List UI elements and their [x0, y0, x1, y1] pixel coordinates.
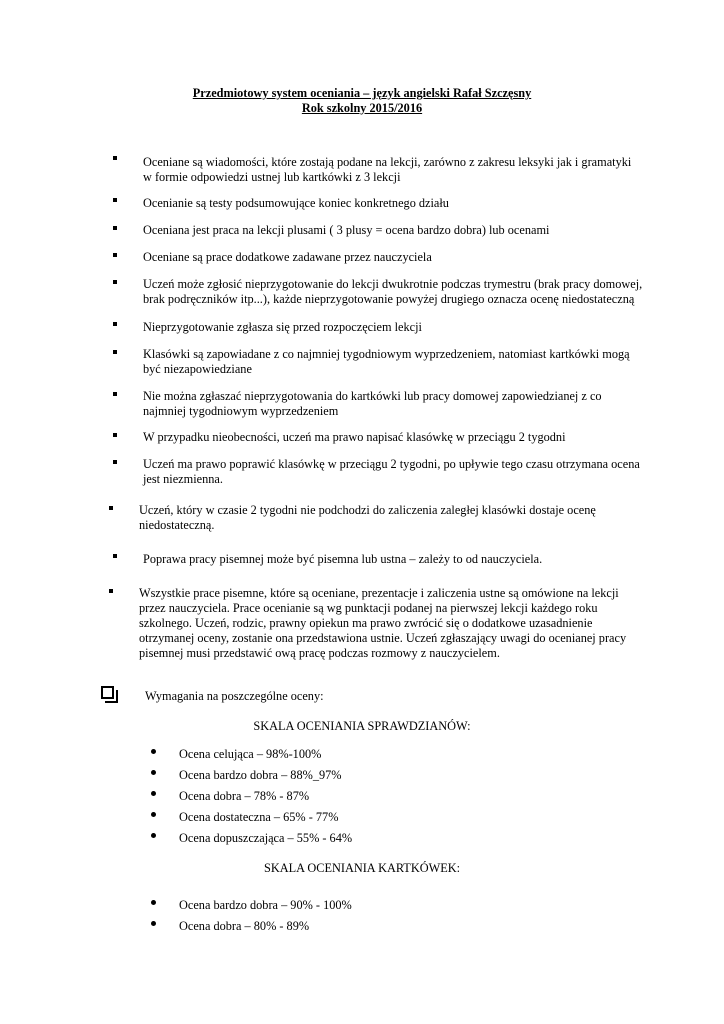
tests-scale-heading: SKALA OCENIANIA SPRAWDZIANÓW: — [253, 719, 471, 733]
square-bullet-icon — [113, 253, 117, 257]
bullet-icon — [151, 900, 156, 905]
list-item: Oceniane są wiadomości, które zostają podane na lekcji, zarówno z zakresu leksyki jak i gramatyki w formie odpowiedzi ustnej lub kartkówki z 3 lekcji — [143, 155, 632, 184]
list-item: Uczeń ma prawo poprawić klasówkę w przeciągu 2 tygodni, po upływie tego czasu otrzymana ocena jest niezmienna. — [143, 457, 640, 486]
list-item: Ocena dopuszczająca – 55% - 64% — [179, 831, 353, 845]
square-bullet-icon — [113, 460, 117, 464]
list-item: Ocena celująca – 98%-100% — [179, 747, 322, 761]
square-bullet-icon — [113, 433, 117, 437]
bullet-icon — [151, 921, 156, 926]
list-item: Oceniana jest praca na lekcji plusami ( 3 plusy = ocena bardzo dobra) lub ocenami — [143, 223, 550, 237]
list-item: Nieprzygotowanie zgłasza się przed rozpoczęciem lekcji — [143, 320, 422, 334]
list-item: Ocena bardzo dobra – 90% - 100% — [179, 898, 352, 912]
document-title: Przedmiotowy system oceniania – język angielski Rafał Szczęsny — [192, 86, 532, 100]
square-bullet-icon — [113, 156, 117, 160]
square-bullet-icon — [113, 392, 117, 396]
square-bullet-icon — [113, 350, 117, 354]
requirements-label: Wymagania na poszczególne oceny: — [145, 689, 324, 703]
list-item: Wszystkie prace pisemne, które są oceniane, prezentacje i zaliczenia ustne są omówione na lekcji przez nauczyciela. Prace ocenianie są wg punktacji podanej na pierwszej lekcji każdego roku szkolnego. Uczeń, rodzic, prawny opiekun ma prawo zwrócić się o dodatkowe uzasadnienie otrzymanej oceny, zostanie ona przedstawiona ustnie. Uczeń zgłaszający uwagi do ocenianej pracy pisemnej musi przedstawić ową pracę podczas rozmowy z nauczycielem. — [139, 586, 627, 660]
bullet-icon — [151, 791, 156, 796]
list-item: Ocena dostateczna – 65% - 77% — [179, 810, 339, 824]
square-bullet-icon — [109, 589, 113, 593]
square-bullet-icon — [113, 322, 117, 326]
list-item: Ocena dobra – 80% - 89% — [179, 919, 310, 933]
list-item: Nie można zgłaszać nieprzygotowania do kartkówki lub pracy domowej zapowiedzianej z co najmniej tygodniowym wyprzedzeniem — [143, 389, 602, 418]
list-item: Ocena dobra – 78% - 87% — [179, 789, 310, 803]
list-item: Klasówki są zapowiadane z co najmniej tygodniowym wyprzedzeniem, natomiast kartkówki mogą być niezapowiedziane — [143, 347, 630, 376]
square-bullet-icon — [113, 226, 117, 230]
school-year: Rok szkolny 2015/2016 — [301, 101, 423, 115]
list-item: Oceniane są prace dodatkowe zadawane przez nauczyciela — [143, 250, 432, 264]
checkbox-square-icon — [101, 686, 114, 699]
square-bullet-icon — [113, 280, 117, 284]
quizzes-scale-heading: SKALA OCENIANIA KARTKÓWEK: — [264, 861, 460, 875]
list-item: Ocena bardzo dobra – 88%_97% — [179, 768, 342, 782]
list-item: Uczeń, który w czasie 2 tygodni nie podchodzi do zaliczenia zaległej klasówki dostaje ocenę niedostateczną. — [139, 503, 596, 532]
bullet-icon — [151, 812, 156, 817]
list-item: Ocenianie są testy podsumowujące koniec konkretnego działu — [143, 196, 449, 210]
list-item: Uczeń może zgłosić nieprzygotowanie do lekcji dwukrotnie podczas trymestru (brak pracy domowej, brak podręczników itp...), każde nieprzygotowanie powyżej drugiego oznacza ocenę niedostateczną — [143, 277, 643, 306]
bullet-icon — [151, 770, 156, 775]
square-bullet-icon — [113, 554, 117, 558]
bullet-icon — [151, 749, 156, 754]
bullet-icon — [151, 833, 156, 838]
list-item: W przypadku nieobecności, uczeń ma prawo napisać klasówkę w przeciągu 2 tygodni — [143, 430, 566, 444]
square-bullet-icon — [113, 198, 117, 202]
square-bullet-icon — [109, 506, 113, 510]
list-item: Poprawa pracy pisemnej może być pisemna lub ustna – zależy to od nauczyciela. — [143, 552, 543, 566]
